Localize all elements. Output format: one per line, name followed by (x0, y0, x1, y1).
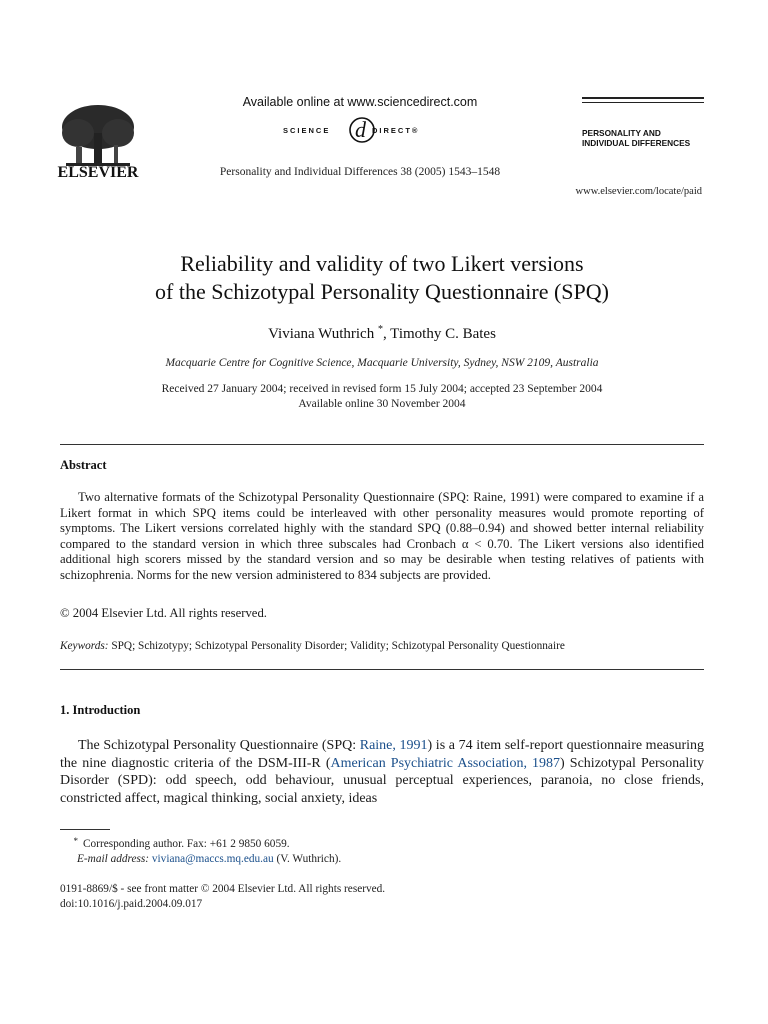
journal-name-line2: INDIVIDUAL DIFFERENCES (582, 138, 691, 148)
sciencedirect-left-text: SCIENCE (283, 126, 331, 135)
journal-name-line1: PERSONALITY AND (582, 128, 661, 138)
introduction-body (60, 737, 704, 807)
corresponding-author-mark[interactable]: * (377, 324, 383, 335)
abstract-bottom-rule (60, 669, 704, 670)
title-line1: Reliability and validity of two Likert versions (180, 251, 584, 276)
title-line2: of the Schizotypal Personality Questionnaire (SPQ) (155, 279, 609, 304)
corresponding-author-text: Corresponding author. Fax: +61 2 9850 6059. (83, 838, 290, 850)
email-label: E-mail address: (77, 853, 150, 865)
svg-text:d: d (355, 117, 366, 142)
header-rule-thin (582, 102, 704, 103)
received-dates: Received 27 January 2004; received in revised form 15 July 2004; accepted 23 September 2004 (161, 383, 603, 395)
intro-text-c: ) Schizotypal Personality Disorder (SPD): odd speech, odd behaviour, unusual perceptual experiences, paranoia, no close friends, constricted affect, magical thinking, social anxiety, ideas (60, 755, 704, 806)
footnote-mark: * (73, 836, 78, 846)
citation-link-apa[interactable]: American Psychiatric Association, 1987 (330, 755, 561, 771)
intro-text-b: ) is a 74 item self-report questionnaire measuring the nine diagnostic criteria of the DSM-III-R ( (60, 738, 705, 771)
author-list (60, 324, 704, 343)
header-rule-thick (582, 97, 704, 99)
author-wuthrich: Viviana Wuthrich (268, 326, 375, 342)
corresponding-author-note (60, 834, 704, 852)
doi-line[interactable]: doi:10.1016/j.paid.2004.09.017 (60, 898, 203, 910)
abstract-copyright: © 2004 Elsevier Ltd. All rights reserved. (60, 606, 267, 620)
author-bates: , Timothy C. Bates (382, 326, 496, 342)
article-dates (60, 382, 704, 412)
introduction-paragraph (60, 737, 704, 807)
journal-citation: Personality and Individual Differences 38 (2005) 1543–1548 (219, 166, 501, 178)
publisher-name: ELSEVIER (57, 164, 139, 181)
abstract-top-rule (60, 444, 704, 445)
keywords-list: SPQ; Schizotypy; Schizotypal Personality Disorder; Validity; Schizotypal Personality Questionnaire (108, 640, 565, 652)
keywords-label: Keywords: (60, 640, 109, 652)
article-title (60, 250, 704, 306)
affiliation: Macquarie Centre for Cognitive Science, Macquarie University, Sydney, NSW 2109, Australia (165, 357, 599, 369)
available-online-text: Available online at www.sciencedirect.com (242, 95, 478, 109)
footnote-rule (60, 829, 110, 830)
available-online-date: Available online 30 November 2004 (298, 398, 466, 410)
journal-name (582, 128, 712, 148)
issn-line: 0191-8869/$ - see front matter © 2004 Elsevier Ltd. All rights reserved. (60, 883, 386, 895)
email-suffix: (V. Wuthrich). (273, 853, 342, 865)
keywords (60, 640, 704, 652)
intro-text-a: The Schizotypal Personality Questionnaire (SPQ: (78, 738, 360, 753)
abstract-heading: Abstract (60, 458, 107, 472)
journal-url: www.elsevier.com/locate/paid (575, 186, 702, 197)
citation-link-raine[interactable]: Raine, 1991 (359, 738, 428, 753)
footnote (60, 834, 704, 867)
abstract-body (60, 490, 704, 583)
front-matter (60, 882, 704, 912)
email-link[interactable]: viviana@maccs.mq.edu.au (151, 853, 274, 865)
sciencedirect-right-text: DIRECT® (372, 126, 420, 135)
email-note (60, 852, 704, 867)
abstract-text: Two alternative formats of the Schizotypal Personality Questionnaire (SPQ: Raine, 1991) were compared to examine if a Likert format in which SPQ items could be interleaved with other personality measures would promote reporting of symptoms. The Likert versions correlated highly with the standard SPQ (0.88–0.94) and showed better internal reliability compared to the standard version in which three subscales had Cronbach α < 0.70. The Likert versions also identified additional high scorers missed by the standard version and so may be desirable when testing relatives of patients with schizophrenia. Norms for the new version administered to 834 subjects are provided. (60, 490, 704, 582)
introduction-heading: 1. Introduction (60, 703, 141, 717)
